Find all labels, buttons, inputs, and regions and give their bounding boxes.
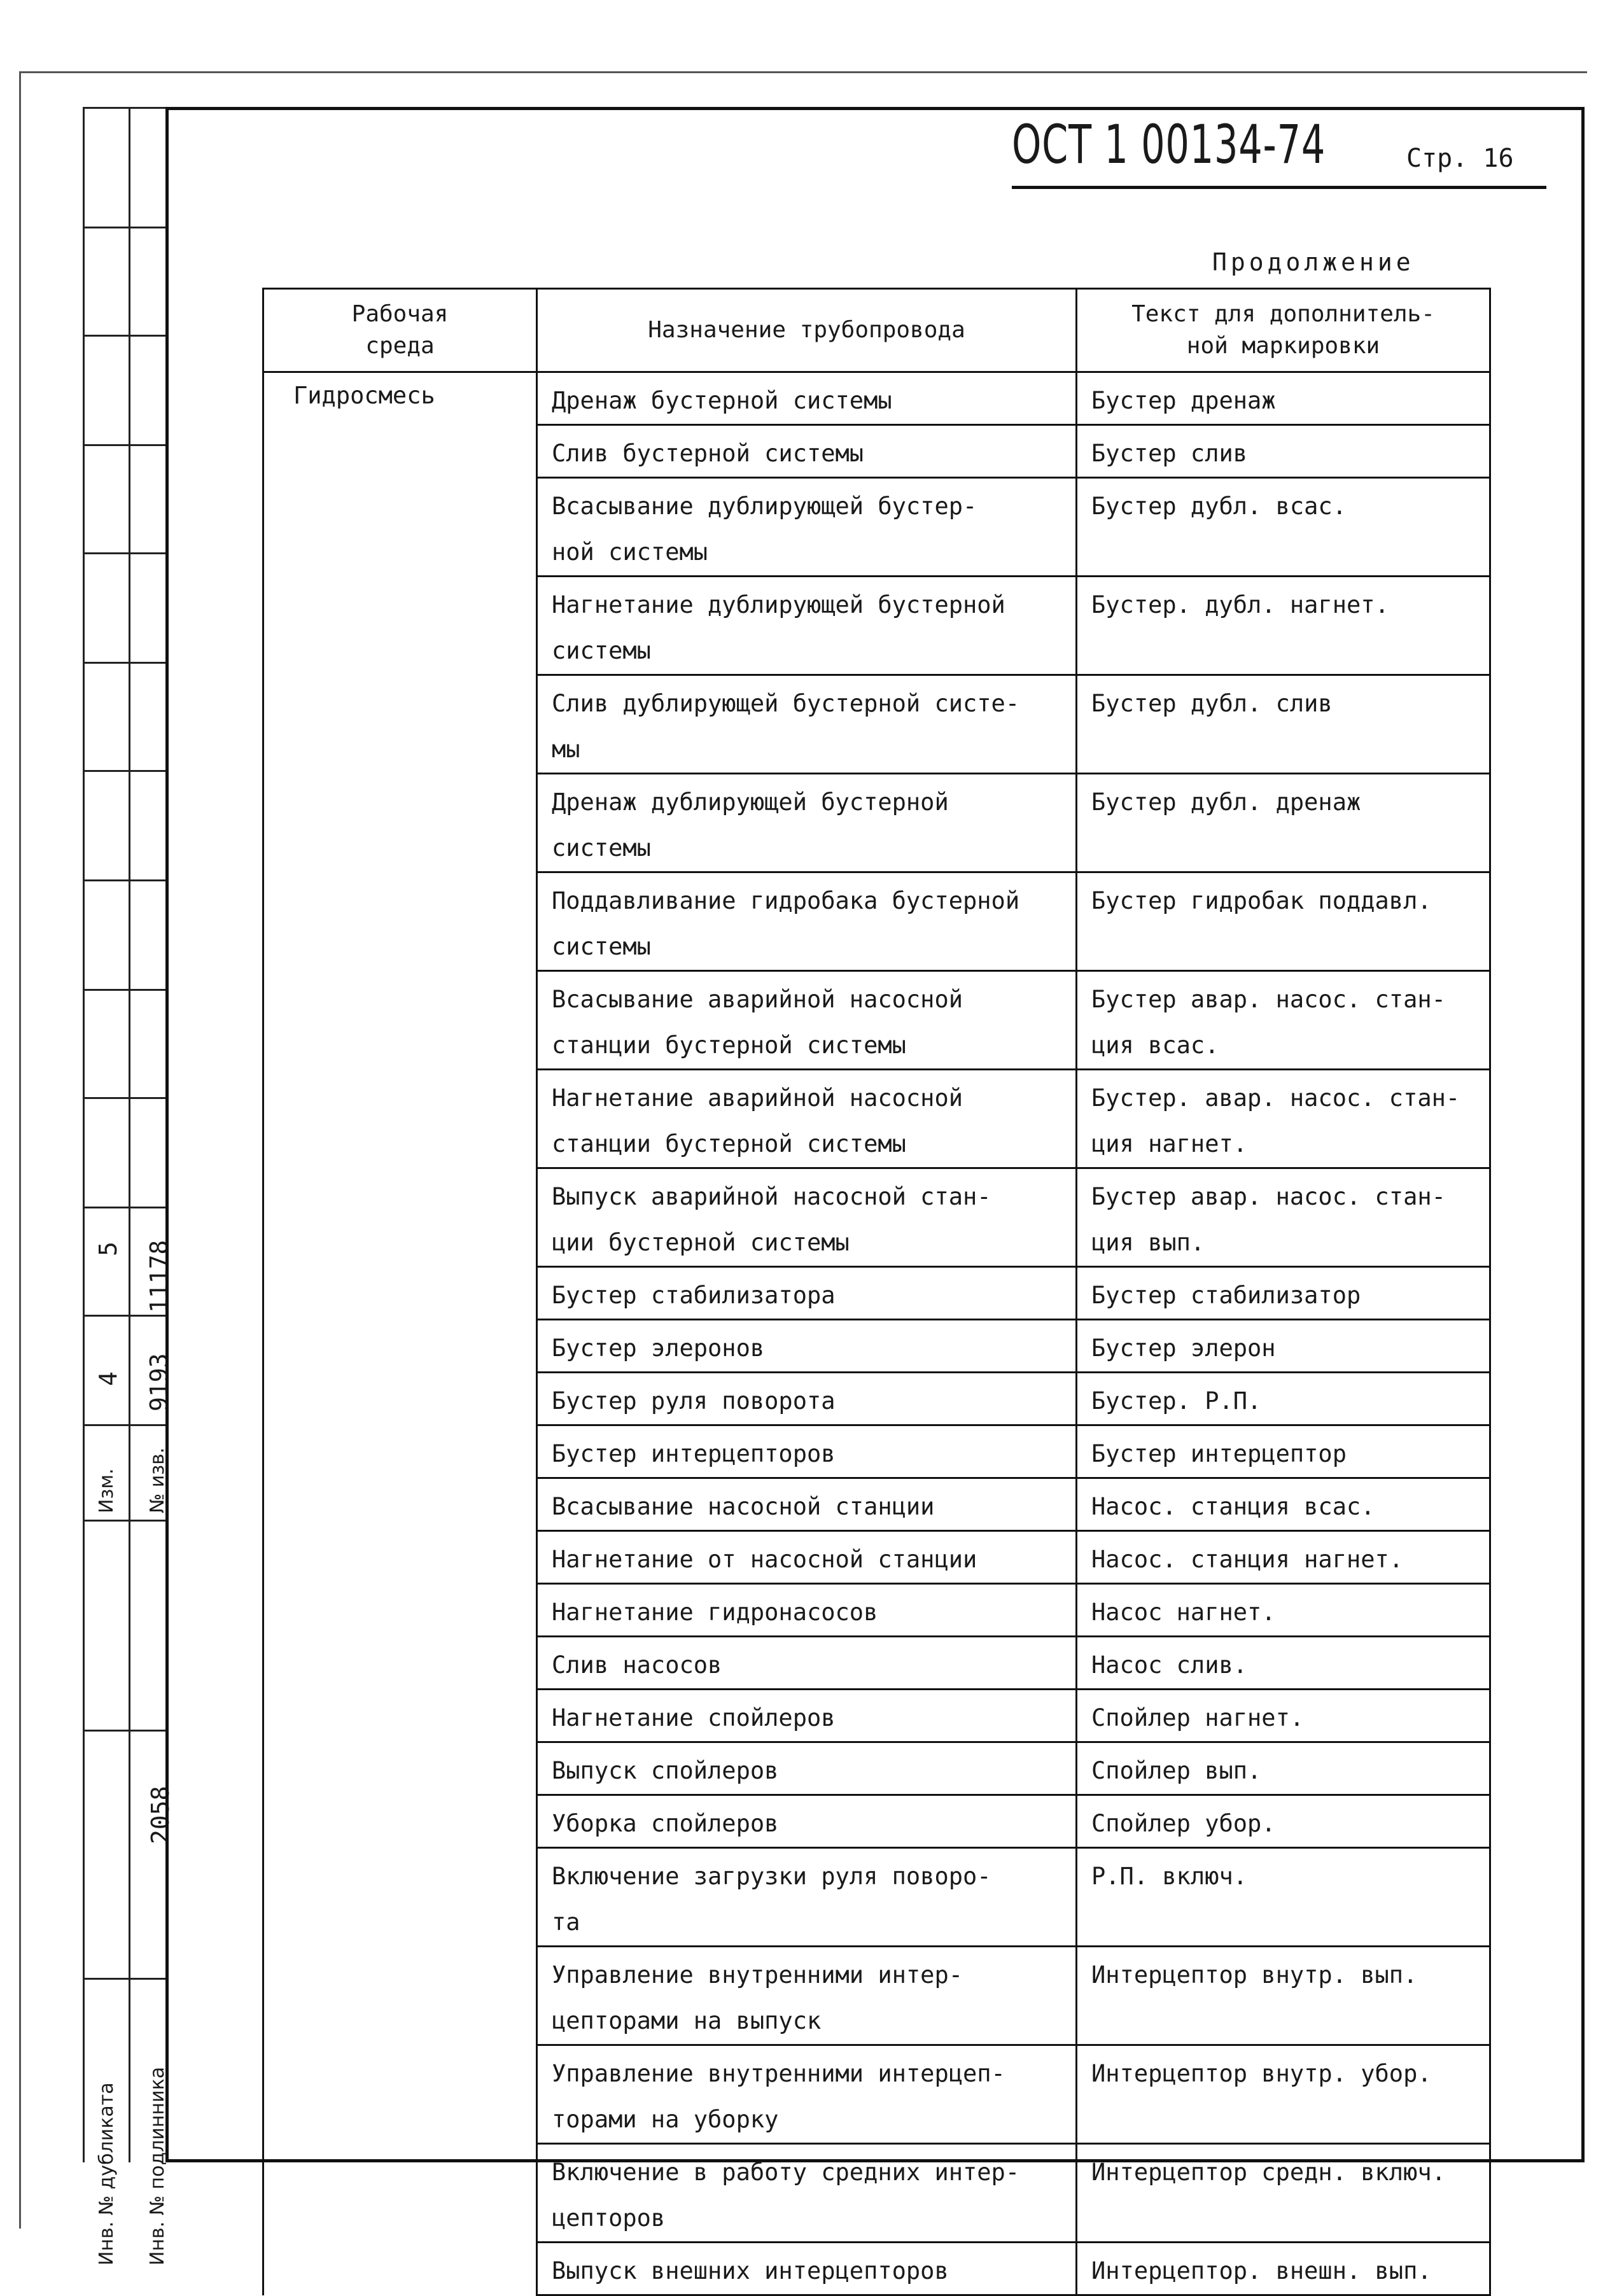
marking-cell: Р.П. включ. <box>1077 1848 1490 1947</box>
purpose-cell: Уборка спойлеров <box>537 1795 1077 1848</box>
original-inventory-label: Инв. № подлинника <box>146 2066 169 2265</box>
strip-divider <box>83 1097 165 1099</box>
strip-divider <box>83 444 165 446</box>
marking-cell: Насос. станция нагнет. <box>1077 1531 1490 1584</box>
purpose-cell: Бустер элеронов <box>537 1320 1077 1373</box>
purpose-cell: Бустер руля поворота <box>537 1373 1077 1425</box>
continuation-label: Продолжение <box>1212 248 1415 276</box>
strip-divider <box>83 107 165 109</box>
table-row <box>263 372 1490 425</box>
strip-divider <box>83 879 165 881</box>
purpose-cell: Управление внутренними интерцеп- торами на уборку <box>537 2045 1077 2144</box>
revision-5-number: 11178 <box>145 1240 173 1313</box>
purpose-cell: Дренаж дублирующей бустерной системы <box>537 774 1077 872</box>
purpose-cell: Нагнетание от насосной станции <box>537 1531 1077 1584</box>
marking-cell: Бустер авар. насос. стан- ция вып. <box>1077 1168 1490 1267</box>
purpose-cell: Выпуск внешних интерцепторов <box>537 2243 1077 2295</box>
marking-cell: Бустер гидробак поддавл. <box>1077 872 1490 971</box>
purpose-cell: Дренаж бустерной системы <box>537 372 1077 425</box>
header-purpose-text: Назначение трубопровода <box>648 317 965 343</box>
strip-line <box>83 107 85 2162</box>
purpose-cell: Всасывание насосной станции <box>537 1478 1077 1531</box>
change-label: Изм. <box>95 1468 118 1513</box>
purpose-cell: Поддавливание гидробака бустерной системы <box>537 872 1077 971</box>
purpose-cell: Бустер стабилизатора <box>537 1267 1077 1320</box>
purpose-cell: Нагнетание спойлеров <box>537 1690 1077 1742</box>
purpose-cell: Нагнетание аварийной насосной станции бустерной системы <box>537 1070 1077 1168</box>
strip-divider <box>83 1315 165 1317</box>
duplicate-inventory-label: Инв. № дубликата <box>95 2082 118 2265</box>
header-medium <box>263 289 537 372</box>
strip-divider <box>83 227 165 228</box>
marking-cell: Бустер элерон <box>1077 1320 1490 1373</box>
header-purpose <box>537 289 1077 372</box>
marking-cell: Интерцептор. внешн. вып. <box>1077 2243 1490 2295</box>
strip-divider <box>83 770 165 772</box>
strip-divider <box>83 989 165 991</box>
marking-cell: Бустер авар. насос. стан- ция всас. <box>1077 971 1490 1070</box>
purpose-cell: Управление внутренними интер- цепторами на выпуск <box>537 1947 1077 2045</box>
header-medium-text: Рабочая среда <box>351 301 449 359</box>
original-inventory-number: 2058 <box>146 1786 174 1844</box>
page-number: Стр. 16 <box>1406 144 1514 173</box>
marking-cell: Спойлер вып. <box>1077 1742 1490 1795</box>
marking-cell: Интерцептор средн. включ. <box>1077 2144 1490 2243</box>
marking-cell: Бустер. дубл. нагнет. <box>1077 577 1490 675</box>
strip-divider <box>83 1520 165 1522</box>
marking-cell: Бустер интерцептор <box>1077 1425 1490 1478</box>
strip-divider <box>83 552 165 554</box>
strip-divider <box>83 1207 165 1208</box>
revision-4-number: 9193 <box>145 1353 173 1411</box>
purpose-cell: Нагнетание дублирующей бустерной системы <box>537 577 1077 675</box>
marking-cell: Интерцептор внутр. вып. <box>1077 1947 1490 2045</box>
marking-cell: Бустер дубл. дренаж <box>1077 774 1490 872</box>
table-body <box>263 372 1490 2295</box>
notice-number-label: № изв. <box>146 1447 169 1513</box>
purpose-cell: Включение в работу средних интер- цепторов <box>537 2144 1077 2243</box>
marking-cell: Бустер. авар. насос. стан- ция нагнет. <box>1077 1070 1490 1168</box>
purpose-cell: Нагнетание гидронасосов <box>537 1584 1077 1637</box>
marking-cell: Интерцептор внутр. убор. <box>1077 2045 1490 2144</box>
marking-cell: Насос нагнет. <box>1077 1584 1490 1637</box>
marking-cell: Насос слив. <box>1077 1637 1490 1690</box>
marking-cell: Спойлер нагнет. <box>1077 1690 1490 1742</box>
revision-5: 5 <box>94 1242 122 1256</box>
marking-cell: Бустер дренаж <box>1077 372 1490 425</box>
marking-cell: Насос. станция всас. <box>1077 1478 1490 1531</box>
purpose-cell: Всасывание дублирующей бустер- ной системы <box>537 478 1077 577</box>
medium-cell: Гидросмесь <box>263 372 537 2295</box>
purpose-cell: Слив бустерной системы <box>537 425 1077 478</box>
purpose-cell: Всасывание аварийной насосной станции бустерной системы <box>537 971 1077 1070</box>
marking-cell: Бустер дубл. всас. <box>1077 478 1490 577</box>
purpose-cell: Слив насосов <box>537 1637 1077 1690</box>
strip-divider <box>83 1730 165 1732</box>
marking-cell: Бустер стабилизатор <box>1077 1267 1490 1320</box>
document-code-underline <box>1012 186 1546 189</box>
marking-cell: Бустер дубл. слив <box>1077 675 1490 774</box>
strip-line <box>129 107 130 2162</box>
marking-table <box>262 288 1491 2296</box>
header-marking <box>1077 289 1490 372</box>
purpose-cell: Выпуск аварийной насосной стан- ции бустерной системы <box>537 1168 1077 1267</box>
strip-divider <box>83 662 165 664</box>
strip-divider <box>83 1978 165 1980</box>
strip-divider <box>83 1424 165 1426</box>
strip-divider <box>83 335 165 337</box>
marking-cell: Бустер. Р.П. <box>1077 1373 1490 1425</box>
revision-4: 4 <box>94 1371 122 1386</box>
marking-cell: Бустер слив <box>1077 425 1490 478</box>
marking-cell: Спойлер убор. <box>1077 1795 1490 1848</box>
document-code: ОСТ 1 00134-74 <box>1012 113 1326 176</box>
purpose-cell: Включение загрузки руля поворо- та <box>537 1848 1077 1947</box>
stamp-strip <box>83 107 174 2265</box>
purpose-cell: Бустер интерцепторов <box>537 1425 1077 1478</box>
header-marking-text: Текст для дополнитель- ной маркировки <box>1131 301 1435 359</box>
purpose-cell: Слив дублирующей бустерной систе- мы <box>537 675 1077 774</box>
purpose-cell: Выпуск спойлеров <box>537 1742 1077 1795</box>
